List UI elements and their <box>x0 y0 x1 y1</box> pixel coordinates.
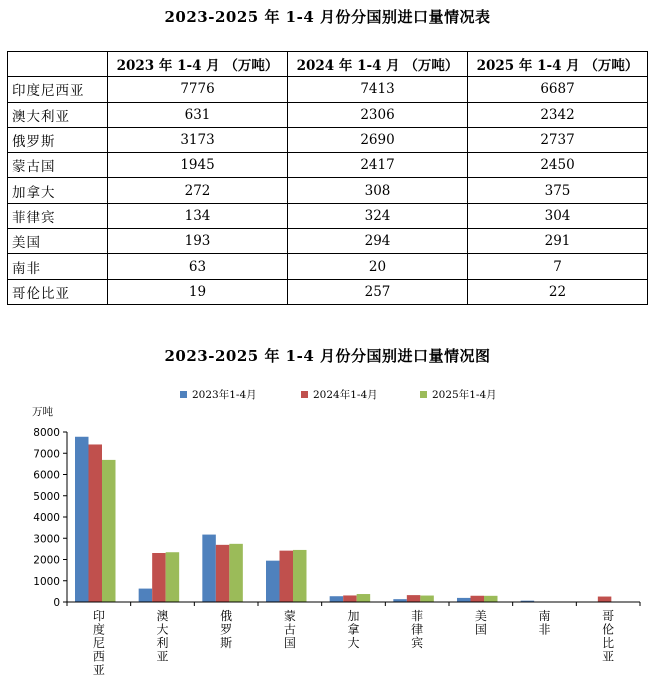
table-header-2024: 2024 年 1-4 月 （万吨） <box>288 52 468 77</box>
table-cell-country: 加拿大 <box>8 178 108 203</box>
table-cell-country: 菲律宾 <box>8 203 108 228</box>
bar-1-2 <box>166 552 180 602</box>
x-tick-label: 蒙古国 <box>283 609 296 650</box>
x-axis <box>67 602 640 677</box>
table-cell-value: 20 <box>288 254 468 279</box>
table-title: 2023-2025 年 1-4 月份分国别进口量情况表 <box>164 8 491 26</box>
legend-swatch <box>180 391 187 398</box>
x-tick-label: 美国 <box>474 609 487 637</box>
table-cell-value: 2306 <box>288 102 468 127</box>
table-row <box>8 153 648 178</box>
legend-swatch <box>301 391 308 398</box>
bar-0-2 <box>102 460 116 602</box>
y-tick-label: 4000 <box>33 512 60 524</box>
x-tick-label: 南非 <box>538 609 551 637</box>
x-tick-label: 加拿大 <box>347 609 360 650</box>
y-tick-label: 5000 <box>33 490 60 503</box>
bar-3-1 <box>280 551 294 602</box>
chart-legend <box>180 388 497 401</box>
table-cell-value: 19 <box>108 279 288 304</box>
chart-title: 2023-2025 年 1-4 月份分国别进口量情况图 <box>164 347 491 365</box>
y-axis <box>33 427 67 609</box>
bar-3-0 <box>266 561 280 602</box>
table-cell-country: 哥伦比亚 <box>8 279 108 304</box>
table-header-2023: 2023 年 1-4 月 （万吨） <box>108 52 288 77</box>
y-tick-label: 8000 <box>33 427 60 439</box>
y-tick-label: 0 <box>53 597 60 609</box>
y-tick-label: 2000 <box>33 554 60 567</box>
table-cell-value: 375 <box>468 178 648 203</box>
y-tick-label: 3000 <box>33 533 60 546</box>
table-cell-value: 7776 <box>108 77 288 102</box>
table-cell-country: 蒙古国 <box>8 153 108 178</box>
y-tick-label: 7000 <box>33 448 60 461</box>
bar-3-2 <box>293 550 307 602</box>
bar-2-0 <box>202 535 216 602</box>
table-cell-value: 2450 <box>468 153 648 178</box>
legend-label: 2024年1-4月 <box>313 389 378 401</box>
x-tick-label: 菲律宾 <box>411 609 424 650</box>
table-cell-value: 22 <box>468 279 648 304</box>
table-cell-value: 134 <box>108 203 288 228</box>
x-tick-label: 印度尼西亚 <box>92 609 105 677</box>
x-tick-label: 澳大利亚 <box>156 609 169 664</box>
table-cell-value: 257 <box>288 279 468 304</box>
legend-label: 2023年1-4月 <box>192 389 257 401</box>
y-tick-label: 6000 <box>33 469 60 482</box>
bar-0-0 <box>75 437 89 602</box>
table-row <box>8 279 648 304</box>
table-cell-value: 272 <box>108 178 288 203</box>
table-cell-country: 南非 <box>8 254 108 279</box>
bar-chart <box>0 380 655 677</box>
table-cell-value: 7 <box>468 254 648 279</box>
bar-5-1 <box>407 595 421 602</box>
table-cell-value: 7413 <box>288 77 468 102</box>
table-cell-country: 印度尼西亚 <box>8 77 108 102</box>
table-row <box>8 254 648 279</box>
table-row <box>8 127 648 152</box>
table-header-2025: 2025 年 1-4 月 （万吨） <box>468 52 648 77</box>
table-cell-country: 澳大利亚 <box>8 102 108 127</box>
bar-2-2 <box>229 544 243 602</box>
y-axis-label: 万吨 <box>32 406 53 418</box>
table-cell-value: 291 <box>468 229 648 254</box>
bar-1-0 <box>139 589 153 602</box>
table-row <box>8 102 648 127</box>
table-cell-country: 美国 <box>8 229 108 254</box>
bar-6-2 <box>484 596 498 602</box>
bar-4-1 <box>343 595 357 602</box>
table-cell-value: 304 <box>468 203 648 228</box>
table-cell-value: 193 <box>108 229 288 254</box>
x-tick-label: 哥伦比亚 <box>602 609 615 664</box>
bar-1-1 <box>152 553 166 602</box>
table-cell-value: 294 <box>288 229 468 254</box>
x-tick-label: 俄罗斯 <box>220 609 233 650</box>
table-cell-value: 3173 <box>108 127 288 152</box>
table-cell-value: 2342 <box>468 102 648 127</box>
table-cell-value: 2417 <box>288 153 468 178</box>
table-cell-value: 6687 <box>468 77 648 102</box>
table-row <box>8 203 648 228</box>
legend-swatch <box>420 391 427 398</box>
table-cell-value: 2737 <box>468 127 648 152</box>
table-cell-value: 1945 <box>108 153 288 178</box>
bar-5-2 <box>420 596 434 602</box>
legend-label: 2025年1-4月 <box>432 389 497 401</box>
table-header-corner <box>8 52 108 77</box>
bar-6-0 <box>457 598 471 602</box>
table-cell-country: 俄罗斯 <box>8 127 108 152</box>
table-row <box>8 178 648 203</box>
bar-8-1 <box>598 597 612 602</box>
table-cell-value: 308 <box>288 178 468 203</box>
table-cell-value: 2690 <box>288 127 468 152</box>
table-cell-value: 324 <box>288 203 468 228</box>
table-header-row <box>8 52 648 77</box>
table-row <box>8 77 648 102</box>
bar-4-2 <box>357 594 371 602</box>
bar-6-1 <box>471 596 485 602</box>
import-volume-table <box>7 51 648 305</box>
y-tick-label: 1000 <box>33 575 60 588</box>
table-row <box>8 229 648 254</box>
bar-0-1 <box>89 444 103 602</box>
table-cell-value: 631 <box>108 102 288 127</box>
bars <box>75 437 625 602</box>
bar-2-1 <box>216 545 230 602</box>
bar-4-0 <box>330 596 344 602</box>
table-cell-value: 63 <box>108 254 288 279</box>
